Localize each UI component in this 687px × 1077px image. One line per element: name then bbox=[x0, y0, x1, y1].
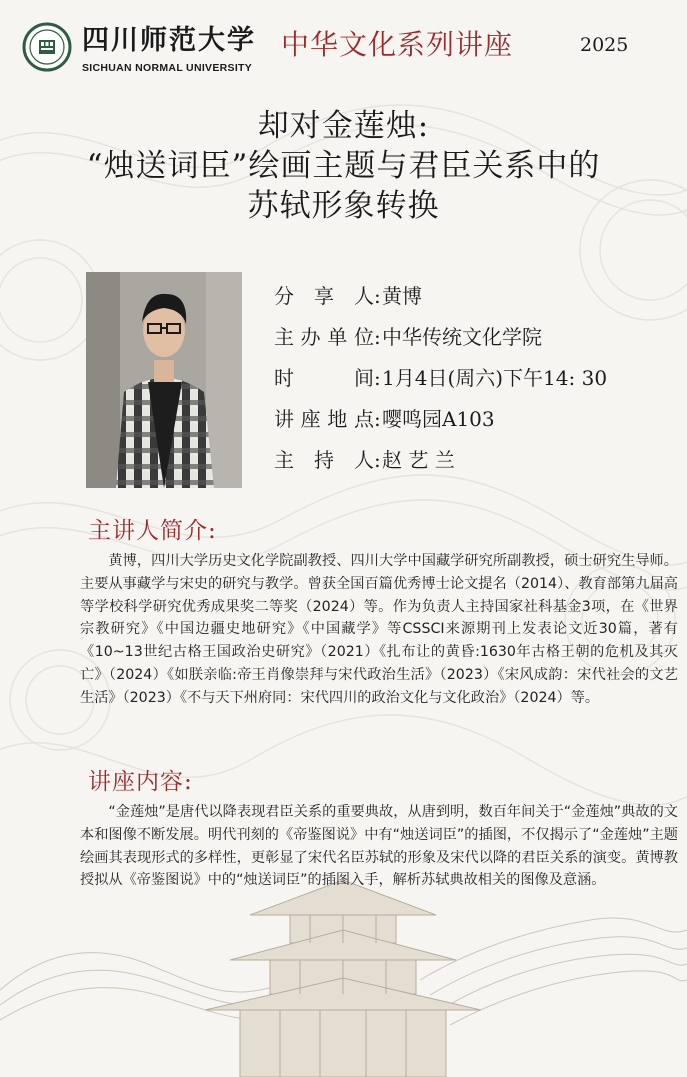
info-row-location: 讲座地点 : 嘤鸣园A103 bbox=[274, 403, 607, 444]
lecture-title bbox=[0, 106, 687, 226]
info-value: 黄博 bbox=[382, 284, 422, 308]
title-line-2: “烛送词臣”绘画主题与君臣关系中的 bbox=[86, 148, 601, 184]
info-value: 嘤鸣园A103 bbox=[382, 407, 495, 431]
info-row-speaker: 分享人 : 黄博 bbox=[274, 280, 607, 321]
bio-text: 黄博，四川大学历史文化学院副教授、四川大学中国藏学研究所副教授，硕士研究生导师。主要从事藏学与宋史的研究与教学。曾获全国百篇优秀博士论文提名（2014）、教育部第九届高等学校科学研究优秀成果奖二等奖（2024）等。作为负责人主持国家社科基金3项，在《世界宗教研究》《中国边疆史地研究》《中国藏学》等CSSCI来源期刊上发表论文近30篇，著有《10~13世纪古格王国政治史研究》（2021）《扎布让的黄昏:1630年古格王朝的危机及其灭亡》（2024）《如朕亲临:帝王肖像崇拜与宋代政治生活》（2023）《宋风成韵：宋代社会的文艺生活》（2023）《不与天下州府同：宋代四川的政治文化与文化政治》（2024）等。 bbox=[80, 553, 678, 706]
info-label: 时间 bbox=[274, 366, 374, 390]
info-label: 主持人 bbox=[274, 448, 374, 472]
lecture-info bbox=[274, 280, 607, 485]
info-label: 主办单位 bbox=[274, 325, 374, 349]
lecture-series-title: 中华文化系列讲座 bbox=[281, 28, 514, 61]
title-line-1: 却对金莲烛: bbox=[257, 108, 430, 144]
info-row-host: 主持人 : 赵 艺 兰 bbox=[274, 444, 607, 485]
university-seal-icon bbox=[22, 22, 72, 72]
title-line-3: 苏轼形象转换 bbox=[247, 188, 440, 224]
content-text: “金莲烛”是唐代以降表现君臣关系的重要典故，从唐到明，数百年间关于“金莲烛”典故的文本和图像不断发展。明代刊刻的《帝鉴图说》中有“烛送词臣”的插图，不仅揭示了“金莲烛”主题绘画其表现形式的多样性，更彰显了宋代名臣苏轼的形象及宋代以降的君臣关系的演变。黄博教授拟从《帝鉴图说》中的“烛送词臣”的插图入手，解析苏轼典故相关的图像及意涵。 bbox=[80, 804, 678, 889]
bio-heading: 主讲人简介: bbox=[88, 518, 217, 544]
info-label: 分享人 bbox=[274, 284, 374, 308]
info-row-time: 时间 : 1月4日(周六)下午14: 30 bbox=[274, 362, 607, 403]
university-name-en: SICHUAN NORMAL UNIVERSITY bbox=[82, 62, 253, 74]
info-row-organizer: 主办单位 : 中华传统文化学院 bbox=[274, 321, 607, 362]
info-value: 赵 艺 兰 bbox=[382, 448, 455, 472]
info-label: 讲座地点 bbox=[274, 407, 374, 431]
info-value: 中华传统文化学院 bbox=[382, 325, 542, 349]
content-heading: 讲座内容: bbox=[88, 769, 193, 795]
info-value: 1月4日(周六)下午14: 30 bbox=[382, 366, 608, 390]
university-name: 四川师范大学 bbox=[82, 25, 256, 56]
year-label: 2025 bbox=[580, 34, 629, 56]
speaker-photo bbox=[86, 272, 242, 488]
